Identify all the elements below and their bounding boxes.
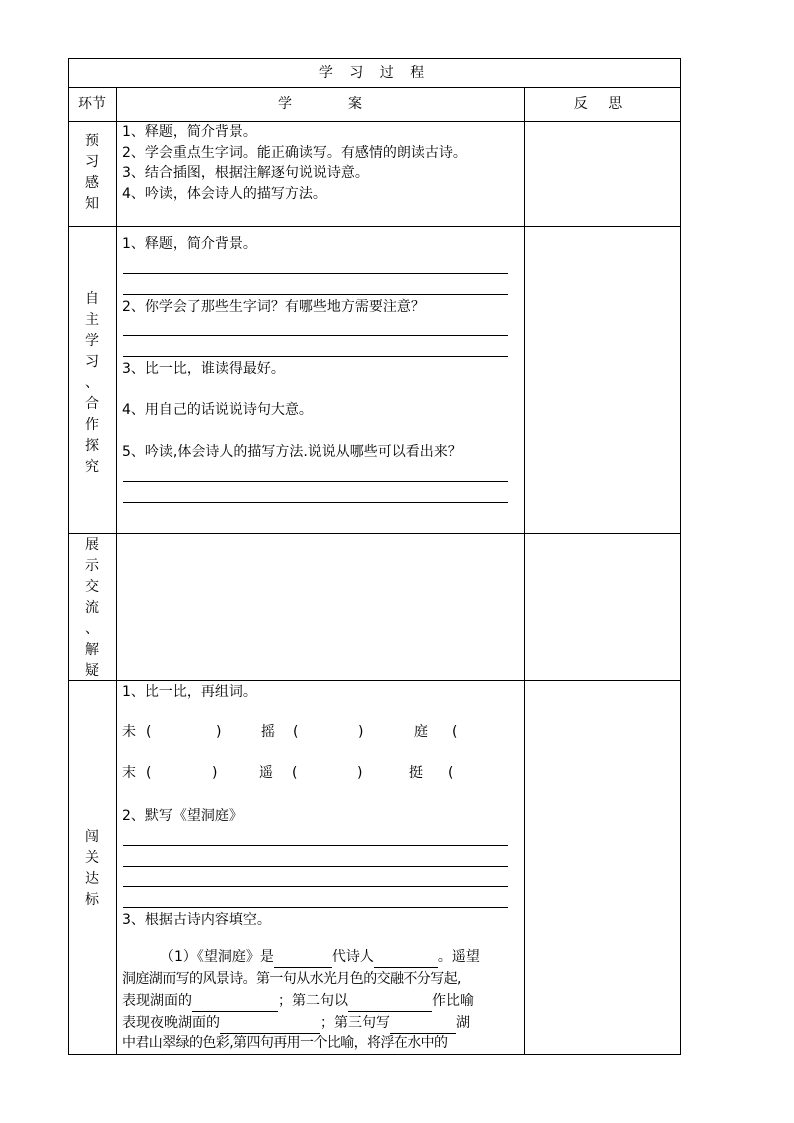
header-stage: 环节 xyxy=(78,96,106,112)
section-label-char: 解 xyxy=(85,642,99,658)
preview-item: 4、吟读，体会诗人的描写方法。 xyxy=(122,186,327,202)
section-label-char: 感 xyxy=(85,175,99,191)
section-label-char: 达 xyxy=(85,871,99,887)
check-item: 2、默写《望洞庭》 xyxy=(122,808,243,824)
compare-char: 挺 xyxy=(409,765,423,781)
self-study-item: 5、吟读,体会诗人的描写方法.说说从哪些可以看出来？ xyxy=(122,444,462,460)
section-label-char: 闯 xyxy=(85,829,99,845)
grid-line xyxy=(68,58,681,59)
section-label-char: 主 xyxy=(85,312,99,328)
writing-line xyxy=(123,356,508,357)
compare-bracket: ) xyxy=(357,765,363,781)
compare-char: 未 xyxy=(122,724,136,740)
grid-line xyxy=(524,87,525,1055)
fill-line xyxy=(122,1012,519,1034)
section-label-char: 、 xyxy=(85,375,99,391)
section-label-char: 究 xyxy=(85,459,99,475)
grid-line xyxy=(68,680,681,681)
fill-blank[interactable] xyxy=(274,951,332,968)
grid-line xyxy=(68,1054,681,1055)
fill-text: ；第三句写 xyxy=(320,1015,390,1031)
grid-line xyxy=(680,58,681,1055)
fill-line: 洞庭湖而写的风景诗。第一句从水光月色的交融不分写起, xyxy=(122,971,461,987)
self-study-item: 2、你学会了那些生字词？有哪些地方需要注意？ xyxy=(122,299,425,315)
fill-blank[interactable] xyxy=(374,951,438,968)
section-label-char: 交 xyxy=(85,579,99,595)
section-label-char: 知 xyxy=(85,196,99,212)
writing-line xyxy=(123,335,508,336)
writing-line xyxy=(123,845,508,846)
compare-bracket: ) xyxy=(358,724,364,740)
compare-bracket: ) xyxy=(216,724,222,740)
self-study-item: 4、用自己的话说说诗句大意。 xyxy=(122,402,313,418)
fill-line xyxy=(122,946,519,968)
fill-text: （1）《望洞庭》是 xyxy=(160,949,274,965)
grid-line xyxy=(68,226,681,227)
section-label-char: 学 xyxy=(85,333,99,349)
compare-char: 末 xyxy=(122,765,136,781)
fill-text: 表现夜晚湖面的 xyxy=(122,1015,220,1031)
writing-line xyxy=(123,502,508,503)
check-item: 3、根据古诗内容填空。 xyxy=(122,912,271,928)
writing-line xyxy=(123,866,508,867)
preview-item: 1、释题，简介背景。 xyxy=(122,124,257,140)
section-label-char: 作 xyxy=(85,417,99,433)
section-label-char: 自 xyxy=(85,291,99,307)
grid-line xyxy=(116,87,117,1055)
section-label-char: 合 xyxy=(85,396,99,412)
table-title: 学 习 过 程 xyxy=(318,65,431,81)
fill-text: 代诗人 xyxy=(331,949,374,965)
compare-char: 摇 xyxy=(261,724,275,740)
preview-item: 3、结合插图，根据注解逐句说说诗意。 xyxy=(122,165,369,181)
section-label-char: 标 xyxy=(85,892,99,908)
section-label-char: 探 xyxy=(85,438,99,454)
section-label-preview xyxy=(68,131,116,215)
compare-bracket: ( xyxy=(146,765,152,781)
fill-line: 中君山翠绿的色彩,第四句再用一个比喻，将浮在水中的 xyxy=(122,1035,448,1051)
fill-text: 湖 xyxy=(456,1015,470,1031)
self-study-item: 3、比一比，谁读得最好。 xyxy=(122,361,285,377)
fill-text: 作比喻 xyxy=(432,993,474,1009)
compare-char: 遥 xyxy=(259,765,273,781)
fill-blank[interactable] xyxy=(192,995,278,1012)
header-reflect: 反 思 xyxy=(573,96,631,112)
writing-line xyxy=(123,481,508,482)
fill-line xyxy=(122,990,519,1012)
section-label-char: 习 xyxy=(85,154,99,170)
section-label-char: 示 xyxy=(85,558,99,574)
grid-line xyxy=(68,87,681,88)
section-label-char: 习 xyxy=(85,354,99,370)
self-study-item: 1、释题，简介背景。 xyxy=(122,236,257,252)
fill-blank[interactable] xyxy=(348,995,432,1012)
section-label-char: 关 xyxy=(85,850,99,866)
compare-bracket: ( xyxy=(452,724,458,740)
section-label-check xyxy=(68,826,116,910)
section-label-self-study xyxy=(68,288,116,477)
writing-line xyxy=(123,273,508,274)
section-label-char: 流 xyxy=(85,600,99,616)
check-item: 1、比一比，再组词。 xyxy=(122,684,257,700)
compare-bracket: ( xyxy=(292,765,298,781)
compare-bracket: ( xyxy=(448,765,454,781)
section-label-char: 预 xyxy=(85,133,99,149)
compare-char: 庭 xyxy=(414,724,428,740)
section-label-char: 、 xyxy=(85,621,99,637)
section-label-display xyxy=(68,535,116,682)
fill-text: 。遥望 xyxy=(437,949,480,965)
fill-text: 表现湖面的 xyxy=(122,993,192,1009)
writing-line xyxy=(123,907,508,908)
writing-line xyxy=(123,886,508,887)
header-plan: 学 案 xyxy=(278,96,362,112)
compare-bracket: ( xyxy=(146,724,152,740)
section-label-char: 疑 xyxy=(85,663,99,679)
compare-bracket: ) xyxy=(212,765,218,781)
section-label-char: 展 xyxy=(85,537,99,553)
writing-line xyxy=(123,294,508,295)
preview-item: 2、学会重点生字词。能正确读写。有感情的朗读古诗。 xyxy=(122,145,467,161)
fill-text: ；第二句以 xyxy=(278,993,348,1009)
grid-line xyxy=(68,533,681,534)
compare-bracket: ( xyxy=(293,724,299,740)
